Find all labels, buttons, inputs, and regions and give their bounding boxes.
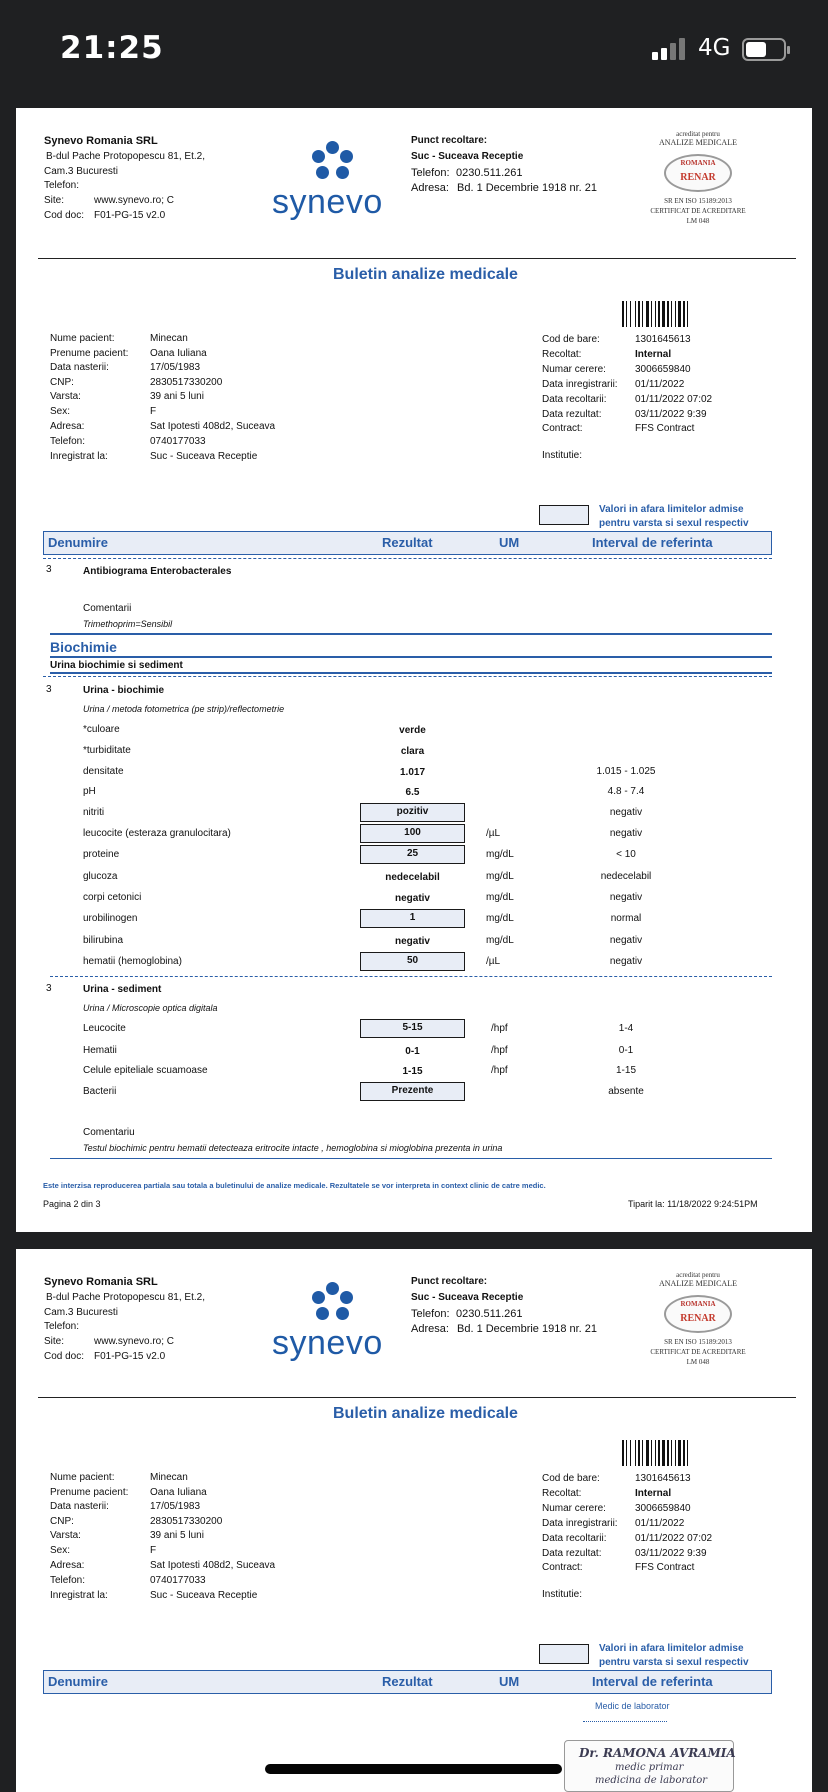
order-label: Cod de bare: bbox=[542, 334, 600, 345]
result-reference: 4.8 - 7.4 bbox=[607, 786, 645, 797]
status-time: 21:25 bbox=[60, 30, 164, 66]
antibiograma-title: Antibiograma Enterobacterales bbox=[83, 566, 232, 577]
lab-telefon-label: Telefon: bbox=[44, 1321, 80, 1332]
result-value: clara bbox=[400, 746, 425, 757]
result-reference: negativ bbox=[609, 935, 643, 946]
header-divider bbox=[38, 1397, 796, 1398]
synevo-flower-icon bbox=[311, 1282, 355, 1326]
urina-sediment-title: Urina - sediment bbox=[83, 984, 162, 995]
patient-label: Sex: bbox=[50, 406, 71, 417]
result-name: nitriti bbox=[83, 807, 105, 818]
punct-adr-value: Bd. 1 Decembrie 1918 nr. 21 bbox=[457, 1323, 598, 1335]
result-reference: 0-1 bbox=[618, 1045, 634, 1056]
stamp-line-3: medicina de laborator bbox=[595, 1775, 708, 1786]
renar-ro: ROMANIA bbox=[680, 159, 716, 167]
results-table-header bbox=[43, 531, 772, 555]
result-name: glucoza bbox=[83, 871, 118, 882]
renar-accreditation-logo bbox=[642, 1271, 754, 1371]
result-reference: negativ bbox=[609, 892, 643, 903]
lab-site-label: Site: bbox=[44, 1336, 65, 1347]
order-value: FFS Contract bbox=[635, 423, 695, 434]
footer-printed-at: Tiparit la: 11/18/2022 9:24:51PM bbox=[628, 1199, 758, 1209]
result-um: mg/dL bbox=[486, 871, 514, 882]
signature-line bbox=[583, 1721, 667, 1722]
renar-line5: LM 048 bbox=[686, 1358, 710, 1366]
renar-line4: CERTIFICAT DE ACREDITARE bbox=[650, 207, 746, 215]
result-value-flagged: pozitiv bbox=[360, 803, 465, 822]
result-value-flagged: 100 bbox=[360, 824, 465, 843]
order-label: Data rezultat: bbox=[542, 409, 602, 420]
punct-label: Punct recoltare: bbox=[411, 1276, 488, 1287]
order-value: 03/11/2022 9:39 bbox=[635, 409, 707, 420]
result-value: negativ bbox=[394, 936, 430, 947]
footer-page-number: Pagina 2 din 3 bbox=[43, 1199, 101, 1209]
patient-label: Data nasterii: bbox=[50, 1501, 109, 1512]
order-value: 1301645613 bbox=[635, 1473, 691, 1484]
synevo-logo: synevo bbox=[272, 1324, 383, 1362]
urina-biochimie-title: Urina - biochimie bbox=[83, 685, 165, 696]
comment-divider bbox=[50, 1158, 772, 1159]
patient-value: 39 ani 5 luni bbox=[150, 1530, 204, 1541]
result-value-flagged: 5-15 bbox=[360, 1019, 465, 1038]
renar-line2: ANALIZE MEDICALE bbox=[659, 1279, 737, 1288]
renar-line1: acreditat pentru bbox=[676, 1271, 720, 1279]
order-label: Data inregistrarii: bbox=[542, 1518, 618, 1529]
result-reference: negativ bbox=[609, 807, 643, 818]
lab-coddoc-label: Cod doc: bbox=[44, 210, 85, 221]
col-rezultat: Rezultat bbox=[382, 535, 433, 550]
order-label: Institutie: bbox=[542, 450, 583, 461]
antibiograma-comment-label: Comentarii bbox=[83, 603, 132, 614]
legend-line-1: Valori in afara limitelor admise bbox=[599, 1643, 744, 1654]
order-label: Data rezultat: bbox=[542, 1548, 602, 1559]
result-value-flagged: Prezente bbox=[360, 1082, 465, 1101]
result-reference: 1-15 bbox=[615, 1065, 636, 1076]
result-um: /µL bbox=[486, 956, 501, 967]
dashed-divider bbox=[50, 976, 772, 977]
order-value: 03/11/2022 9:39 bbox=[635, 1548, 707, 1559]
result-um: mg/dL bbox=[486, 913, 514, 924]
result-name: leucocite (esteraza granulocitara) bbox=[83, 828, 231, 839]
patient-value: Suc - Suceava Receptie bbox=[150, 1590, 258, 1601]
punct-label: Punct recoltare: bbox=[411, 135, 488, 146]
col-rezultat: Rezultat bbox=[382, 1674, 433, 1689]
renar-line4: CERTIFICAT DE ACREDITARE bbox=[650, 1348, 746, 1356]
patient-value: Suc - Suceava Receptie bbox=[150, 451, 258, 462]
result-value: nedecelabil bbox=[385, 872, 440, 883]
barcode-image bbox=[622, 1440, 718, 1466]
order-value: 01/11/2022 bbox=[635, 379, 685, 390]
barcode-image bbox=[622, 301, 718, 327]
urina-biochimie-method: Urina / metoda fotometrica (pe strip)/reflectometrie bbox=[83, 704, 285, 714]
patient-value: 17/05/1983 bbox=[150, 1501, 201, 1512]
patient-label: Prenume pacient: bbox=[50, 348, 129, 359]
patient-label: Adresa: bbox=[50, 421, 85, 432]
lab-site-value: www.synevo.ro; C bbox=[94, 195, 175, 206]
lab-address-1: B-dul Pache Protopopescu 81, Et.2, bbox=[46, 1292, 205, 1303]
patient-value: Oana Iuliana bbox=[150, 348, 207, 359]
patient-value: Minecan bbox=[150, 1472, 188, 1483]
result-reference: negativ bbox=[609, 956, 643, 967]
renar-line3: SR EN ISO 15189:2013 bbox=[664, 1338, 732, 1346]
stamp-line-2: medic primar bbox=[615, 1762, 684, 1773]
lab-coddoc-value: F01-PG-15 v2.0 bbox=[94, 210, 166, 221]
order-label: Data recoltarii: bbox=[542, 1533, 607, 1544]
lab-site-value: www.synevo.ro; C bbox=[94, 1336, 175, 1347]
result-value: 1-15 bbox=[402, 1066, 423, 1077]
result-name: proteine bbox=[83, 849, 120, 860]
order-value: 01/11/2022 07:02 bbox=[635, 1533, 713, 1544]
result-reference: negativ bbox=[609, 828, 643, 839]
order-label: Data recoltarii: bbox=[542, 394, 607, 405]
sediment-comment: Testul biochimic pentru hematii detecteaza eritrocite intacte , hemoglobina si mioglobina prezenta in urina bbox=[83, 1143, 503, 1153]
result-name: corpi cetonici bbox=[83, 892, 142, 903]
cellular-signal-icon bbox=[652, 38, 688, 60]
patient-label: Nume pacient: bbox=[50, 333, 115, 344]
result-name: *turbiditate bbox=[83, 745, 131, 756]
result-name: Leucocite bbox=[83, 1023, 126, 1034]
lab-address-2: Cam.3 Bucuresti bbox=[44, 1307, 118, 1318]
patient-label: Nume pacient: bbox=[50, 1472, 115, 1483]
result-um: /hpf bbox=[491, 1045, 508, 1056]
patient-value: 39 ani 5 luni bbox=[150, 391, 204, 402]
result-name: Bacterii bbox=[83, 1086, 117, 1097]
col-um: UM bbox=[499, 1674, 520, 1689]
patient-label: Inregistrat la: bbox=[50, 451, 108, 462]
result-reference: nedecelabil bbox=[600, 871, 652, 882]
result-name: Hematii bbox=[83, 1045, 117, 1056]
patient-label: Data nasterii: bbox=[50, 362, 109, 373]
result-reference: absente bbox=[608, 1086, 644, 1097]
footer-notice: Este interzisa reproducerea partiala sau totala a buletinului de analize medicale. Rezultatele se vor interpreta in context clinic de catre medic. bbox=[43, 1181, 546, 1190]
patient-label: Inregistrat la: bbox=[50, 1590, 108, 1601]
results-table-header bbox=[43, 1670, 772, 1694]
result-value-flagged: 25 bbox=[360, 845, 465, 864]
section-number: 3 bbox=[46, 564, 52, 575]
patient-label: CNP: bbox=[50, 377, 74, 388]
section-number: 3 bbox=[46, 983, 52, 994]
result-value: negativ bbox=[394, 893, 430, 904]
synevo-flower-icon bbox=[311, 141, 355, 185]
punct-tel-value: 0230.511.261 bbox=[456, 1308, 523, 1320]
result-um: mg/dL bbox=[486, 935, 514, 946]
order-value: FFS Contract bbox=[635, 1562, 695, 1573]
patient-value: Sat Ipotesti 408d2, Suceava bbox=[150, 421, 276, 432]
result-reference: normal bbox=[610, 913, 642, 924]
patient-value: F bbox=[150, 406, 157, 417]
renar-line1: acreditat pentru bbox=[676, 130, 720, 138]
patient-label: CNP: bbox=[50, 1516, 74, 1527]
renar-line5: LM 048 bbox=[686, 217, 710, 225]
patient-value: F bbox=[150, 1545, 157, 1556]
patient-label: Varsta: bbox=[50, 391, 81, 402]
punct-value: Suc - Suceava Receptie bbox=[411, 151, 524, 162]
subtitle-underline bbox=[50, 672, 772, 674]
result-name: *culoare bbox=[83, 724, 120, 735]
order-value: Internal bbox=[635, 349, 672, 360]
result-name: densitate bbox=[83, 766, 124, 777]
order-label: Contract: bbox=[542, 423, 583, 434]
medic-label: Medic de laborator bbox=[595, 1701, 670, 1711]
legend-line-2: pentru varsta si sexul respectiv bbox=[599, 1657, 749, 1668]
lab-company: Synevo Romania SRL bbox=[44, 135, 158, 147]
dashed-divider bbox=[43, 558, 772, 559]
legend-line-2: pentru varsta si sexul respectiv bbox=[599, 518, 749, 529]
order-label: Recoltat: bbox=[542, 349, 582, 360]
lab-site-label: Site: bbox=[44, 195, 65, 206]
document-title: Buletin analize medicale bbox=[333, 1405, 518, 1422]
patient-label: Telefon: bbox=[50, 436, 86, 447]
document-title: Buletin analize medicale bbox=[333, 266, 518, 283]
result-um: /µL bbox=[486, 828, 501, 839]
lab-coddoc-value: F01-PG-15 v2.0 bbox=[94, 1351, 166, 1362]
order-label: Contract: bbox=[542, 1562, 583, 1573]
patient-value: Minecan bbox=[150, 333, 188, 344]
legend-line-1: Valori in afara limitelor admise bbox=[599, 504, 744, 515]
punct-tel-label: Telefon: bbox=[411, 167, 450, 179]
result-name: Celule epiteliale scuamoase bbox=[83, 1065, 208, 1076]
col-interval: Interval de referinta bbox=[592, 1674, 713, 1689]
result-value: 0-1 bbox=[405, 1046, 420, 1057]
status-bar bbox=[0, 0, 828, 108]
order-label: Cod de bare: bbox=[542, 1473, 600, 1484]
result-value-flagged: 1 bbox=[360, 909, 465, 928]
col-denumire: Denumire bbox=[48, 1674, 108, 1689]
doctor-stamp bbox=[564, 1740, 734, 1792]
lab-company: Synevo Romania SRL bbox=[44, 1276, 158, 1288]
battery-icon bbox=[742, 38, 786, 61]
patient-value: 17/05/1983 bbox=[150, 362, 201, 373]
dashed-divider bbox=[43, 676, 772, 677]
punct-tel-value: 0230.511.261 bbox=[456, 167, 523, 179]
legend-swatch bbox=[539, 505, 589, 525]
document-page-3 bbox=[16, 1249, 812, 1792]
patient-label: Adresa: bbox=[50, 1560, 85, 1571]
network-type: 4G bbox=[698, 35, 731, 61]
document-page-2 bbox=[16, 108, 812, 1232]
order-value: 3006659840 bbox=[635, 364, 691, 375]
result-name: bilirubina bbox=[83, 935, 124, 946]
order-value: 1301645613 bbox=[635, 334, 691, 345]
renar-line3: SR EN ISO 15189:2013 bbox=[664, 197, 732, 205]
result-reference: 1.015 - 1.025 bbox=[596, 766, 656, 777]
result-um: /hpf bbox=[491, 1065, 508, 1076]
lab-telefon-label: Telefon: bbox=[44, 180, 80, 191]
result-um: mg/dL bbox=[486, 892, 514, 903]
result-name: urobilinogen bbox=[83, 913, 138, 924]
section-divider bbox=[50, 633, 772, 635]
col-interval: Interval de referinta bbox=[592, 535, 713, 550]
renar-line2: ANALIZE MEDICALE bbox=[659, 138, 737, 147]
patient-label: Sex: bbox=[50, 1545, 71, 1556]
patient-value: 0740177033 bbox=[150, 1575, 206, 1586]
order-value: 01/11/2022 bbox=[635, 1518, 685, 1529]
col-um: UM bbox=[499, 535, 520, 550]
urina-sediment-method: Urina / Microscopie optica digitala bbox=[83, 1003, 218, 1013]
punct-value: Suc - Suceava Receptie bbox=[411, 1292, 524, 1303]
lab-address-2: Cam.3 Bucuresti bbox=[44, 166, 118, 177]
patient-label: Prenume pacient: bbox=[50, 1487, 129, 1498]
col-denumire: Denumire bbox=[48, 535, 108, 550]
result-reference: 1-4 bbox=[618, 1023, 634, 1034]
renar-mark: RENAR bbox=[680, 1313, 716, 1324]
legend-swatch bbox=[539, 1644, 589, 1664]
punct-tel-label: Telefon: bbox=[411, 1308, 450, 1320]
patient-value: 2830517330200 bbox=[150, 1516, 223, 1527]
result-um: /hpf bbox=[491, 1023, 508, 1034]
renar-mark: RENAR bbox=[680, 172, 716, 183]
order-label: Numar cerere: bbox=[542, 1503, 606, 1514]
punct-adr-label: Adresa: bbox=[411, 182, 449, 194]
order-value: 3006659840 bbox=[635, 1503, 691, 1514]
order-label: Institutie: bbox=[542, 1589, 583, 1600]
result-value: 1.017 bbox=[399, 767, 426, 778]
home-indicator[interactable] bbox=[265, 1764, 562, 1774]
punct-adr-label: Adresa: bbox=[411, 1323, 449, 1335]
result-um: mg/dL bbox=[486, 849, 514, 860]
result-name: pH bbox=[83, 786, 96, 797]
sediment-comment-label: Comentariu bbox=[83, 1127, 135, 1138]
biochimie-subtitle: Urina biochimie si sediment bbox=[50, 660, 183, 671]
section-number: 3 bbox=[46, 684, 52, 695]
order-label: Data inregistrarii: bbox=[542, 379, 618, 390]
patient-label: Telefon: bbox=[50, 1575, 86, 1586]
patient-value: 0740177033 bbox=[150, 436, 206, 447]
order-value: Internal bbox=[635, 1488, 672, 1499]
result-value-flagged: 50 bbox=[360, 952, 465, 971]
result-value: verde bbox=[399, 725, 426, 736]
renar-ro: ROMANIA bbox=[680, 1300, 716, 1308]
punct-adr-value: Bd. 1 Decembrie 1918 nr. 21 bbox=[457, 182, 598, 194]
patient-value: Oana Iuliana bbox=[150, 1487, 207, 1498]
header-divider bbox=[38, 258, 796, 259]
stamp-name: Dr. RAMONA AVRAMIA bbox=[579, 1746, 736, 1760]
patient-label: Varsta: bbox=[50, 1530, 81, 1541]
order-label: Numar cerere: bbox=[542, 364, 606, 375]
biochimie-underline bbox=[50, 656, 772, 658]
antibiograma-comment: Trimethoprim=Sensibil bbox=[83, 619, 173, 629]
patient-value: Sat Ipotesti 408d2, Suceava bbox=[150, 1560, 276, 1571]
result-name: hematii (hemoglobina) bbox=[83, 956, 182, 967]
patient-value: 2830517330200 bbox=[150, 377, 223, 388]
lab-address-1: B-dul Pache Protopopescu 81, Et.2, bbox=[46, 151, 205, 162]
order-label: Recoltat: bbox=[542, 1488, 582, 1499]
biochimie-title: Biochimie bbox=[50, 639, 117, 655]
result-reference: < 10 bbox=[616, 849, 636, 860]
result-value: 6.5 bbox=[405, 787, 420, 798]
lab-coddoc-label: Cod doc: bbox=[44, 1351, 85, 1362]
synevo-logo: synevo bbox=[272, 183, 383, 221]
renar-accreditation-logo bbox=[642, 130, 754, 230]
order-value: 01/11/2022 07:02 bbox=[635, 394, 713, 405]
